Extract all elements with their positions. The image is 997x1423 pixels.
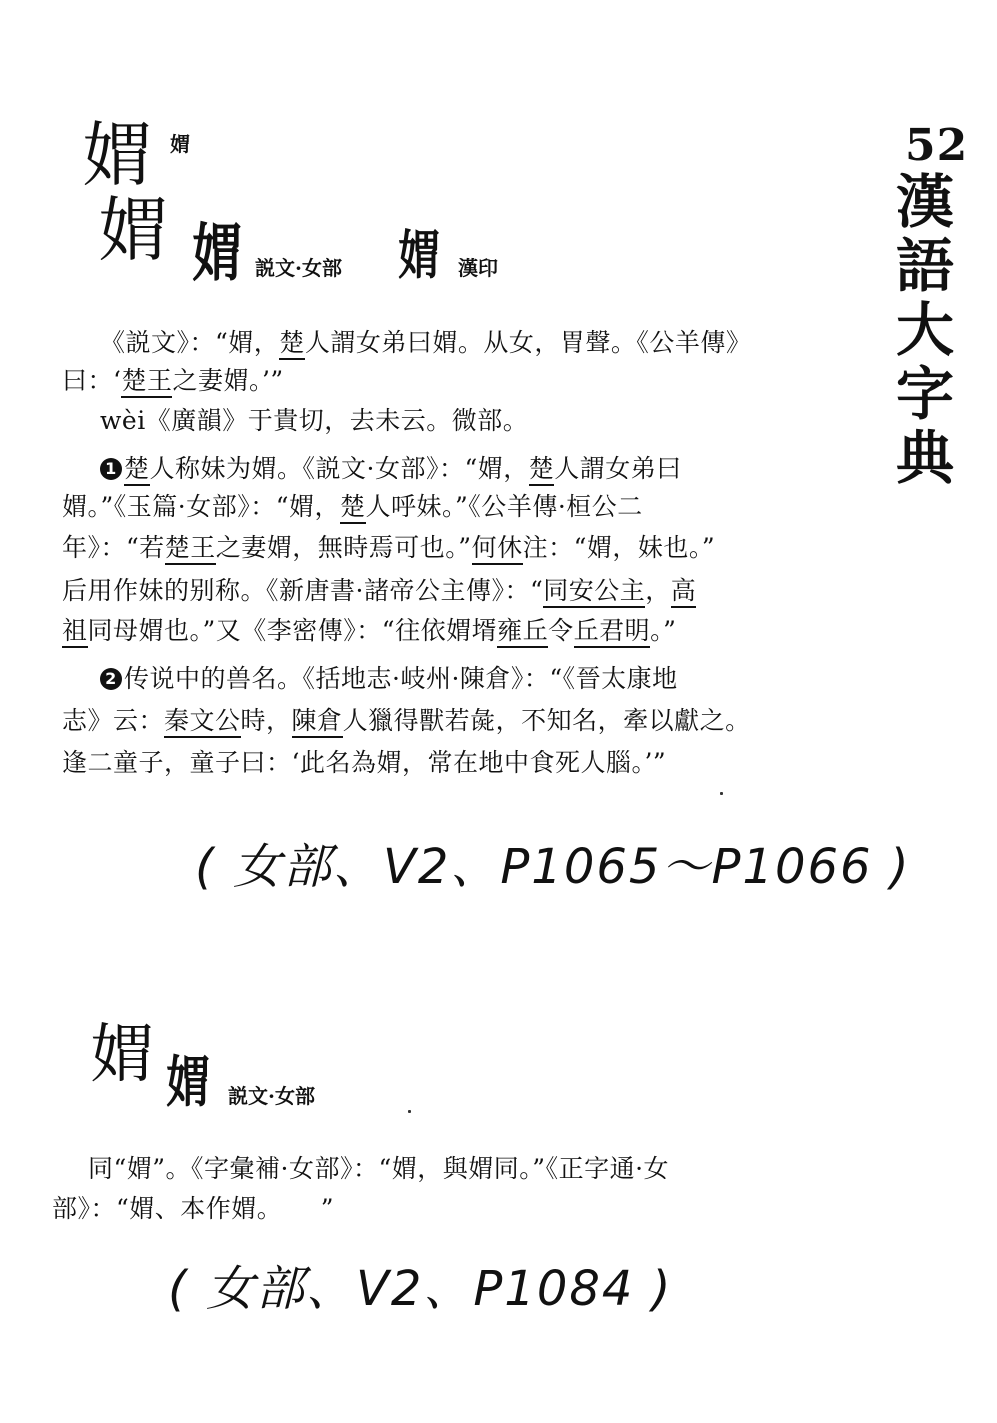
pronunciation-line xyxy=(100,404,528,438)
title-char: 漢 xyxy=(895,168,954,236)
text-segment: ， xyxy=(645,576,671,605)
headword-variant-small: 媦 xyxy=(170,132,190,156)
title-char: 大 xyxy=(895,296,954,364)
proper-noun-underlined: 陳倉 xyxy=(292,706,343,738)
sense-1-line xyxy=(100,452,682,486)
text-segment: 人謂女弟曰 xyxy=(554,454,682,483)
definition-line xyxy=(62,574,696,608)
handwritten-reference-note: ( 女部、V2、P1065～P1066 ) xyxy=(195,839,911,895)
title-char: 語 xyxy=(895,232,954,300)
text-segment: 。” xyxy=(650,616,677,645)
title-char: 字 xyxy=(895,360,954,428)
sense-number-badge: 1 xyxy=(100,458,122,480)
scan-speck xyxy=(408,1110,411,1113)
definition-line xyxy=(52,1192,334,1226)
proper-noun-underlined: 雍丘 xyxy=(497,616,548,648)
definition-line xyxy=(88,1152,669,1186)
seal-script-glyph-2: 媦 xyxy=(166,1050,210,1115)
dictionary-title xyxy=(895,170,955,490)
han-seal-label: 漢印 xyxy=(458,256,498,280)
han-seal-glyph: 媦 xyxy=(398,224,441,286)
proper-noun-underlined: 楚 xyxy=(124,454,150,486)
text-segment: 人謂女弟曰媦。从女，胃聲。《公羊傳》 xyxy=(304,328,752,357)
definition-line xyxy=(62,364,284,398)
text-segment: 后用作妹的别称。《新唐書·諸帝公主傳》：“ xyxy=(62,576,544,605)
proper-noun-underlined: 楚 xyxy=(340,492,366,524)
proper-noun-underlined: 楚王 xyxy=(121,366,172,398)
proper-noun-underlined: 高 xyxy=(671,576,697,608)
handwritten-reference-note-2: ( 女部、V2、P1084 ) xyxy=(168,1261,673,1317)
definition-line xyxy=(62,490,643,524)
proper-noun-underlined: 秦文公 xyxy=(164,706,241,738)
text-segment: 之妻媦，無時焉可也。” xyxy=(215,533,472,562)
definition-line xyxy=(62,614,676,648)
text-segment: 人称妹为媦。《説文·女部》：“媦， xyxy=(149,454,529,483)
proper-noun-underlined: 楚 xyxy=(529,454,555,486)
text-segment: 传说中的兽名。《括地志·岐州·陳倉》：“《晉太康地 xyxy=(124,664,678,693)
text-segment: 同“媦”。《字彙補·女部》：“媦，與媦同。”《正字通·女 xyxy=(88,1154,670,1183)
proper-noun-underlined: 同安公主 xyxy=(543,576,645,608)
proper-noun-underlined: 丘君明 xyxy=(574,616,651,648)
text-segment: 逢二童子，童子曰：‘此名為媦，常在地中食死人腦。’” xyxy=(62,748,667,777)
scan-speck xyxy=(720,792,723,795)
headword: 媦 xyxy=(98,189,168,271)
volume-number: 52 xyxy=(905,120,969,171)
proper-noun-underlined: 何休 xyxy=(472,533,523,565)
definition-line xyxy=(100,326,751,360)
sense-2-line xyxy=(100,662,678,696)
text-segment: 同母媦也。”又《李密傳》：“往依媦壻 xyxy=(87,616,498,645)
headword-2: 媦 xyxy=(90,1018,154,1092)
text-segment: 令 xyxy=(548,616,574,645)
text-segment: 之妻媦。’” xyxy=(172,366,284,395)
proper-noun-underlined: 楚王 xyxy=(165,533,216,565)
text-segment: 媦。”《玉篇·女部》：“媦， xyxy=(62,492,341,521)
text-segment: 人呼妹。”《公羊傳·桓公二 xyxy=(365,492,643,521)
proper-noun-underlined: 祖 xyxy=(62,616,88,648)
seal-script-glyph: 媦 xyxy=(192,215,242,290)
text-segment: “媦， xyxy=(215,328,280,357)
seal-source-label-2: 説文·女部 xyxy=(228,1084,315,1108)
definition-line xyxy=(62,704,751,738)
proper-noun-underlined: 楚 xyxy=(279,328,305,360)
definition-line xyxy=(62,746,666,780)
text-segment: 曰：‘ xyxy=(62,366,122,395)
definition-line xyxy=(62,531,715,565)
text-segment: wèi《廣韻》于貴切，去未云。微部。 xyxy=(100,406,529,435)
title-char: 典 xyxy=(895,424,954,492)
text-segment: 注：“媦，妹也。” xyxy=(522,533,716,562)
text-segment: 志》云： xyxy=(62,706,165,735)
text-segment: 人獵得獸若彘，不知名，牽以獻之。 xyxy=(342,706,751,735)
seal-source-label: 説文·女部 xyxy=(255,256,342,280)
headword-traditional: 媦 xyxy=(82,114,152,196)
text-segment: 部》：“媦、本作媦。 ” xyxy=(52,1194,335,1223)
text-segment: 《説文》： xyxy=(100,328,216,357)
text-segment: 年》：“若 xyxy=(62,533,165,562)
sense-number-badge: 2 xyxy=(100,668,122,690)
text-segment: 時， xyxy=(240,706,292,735)
